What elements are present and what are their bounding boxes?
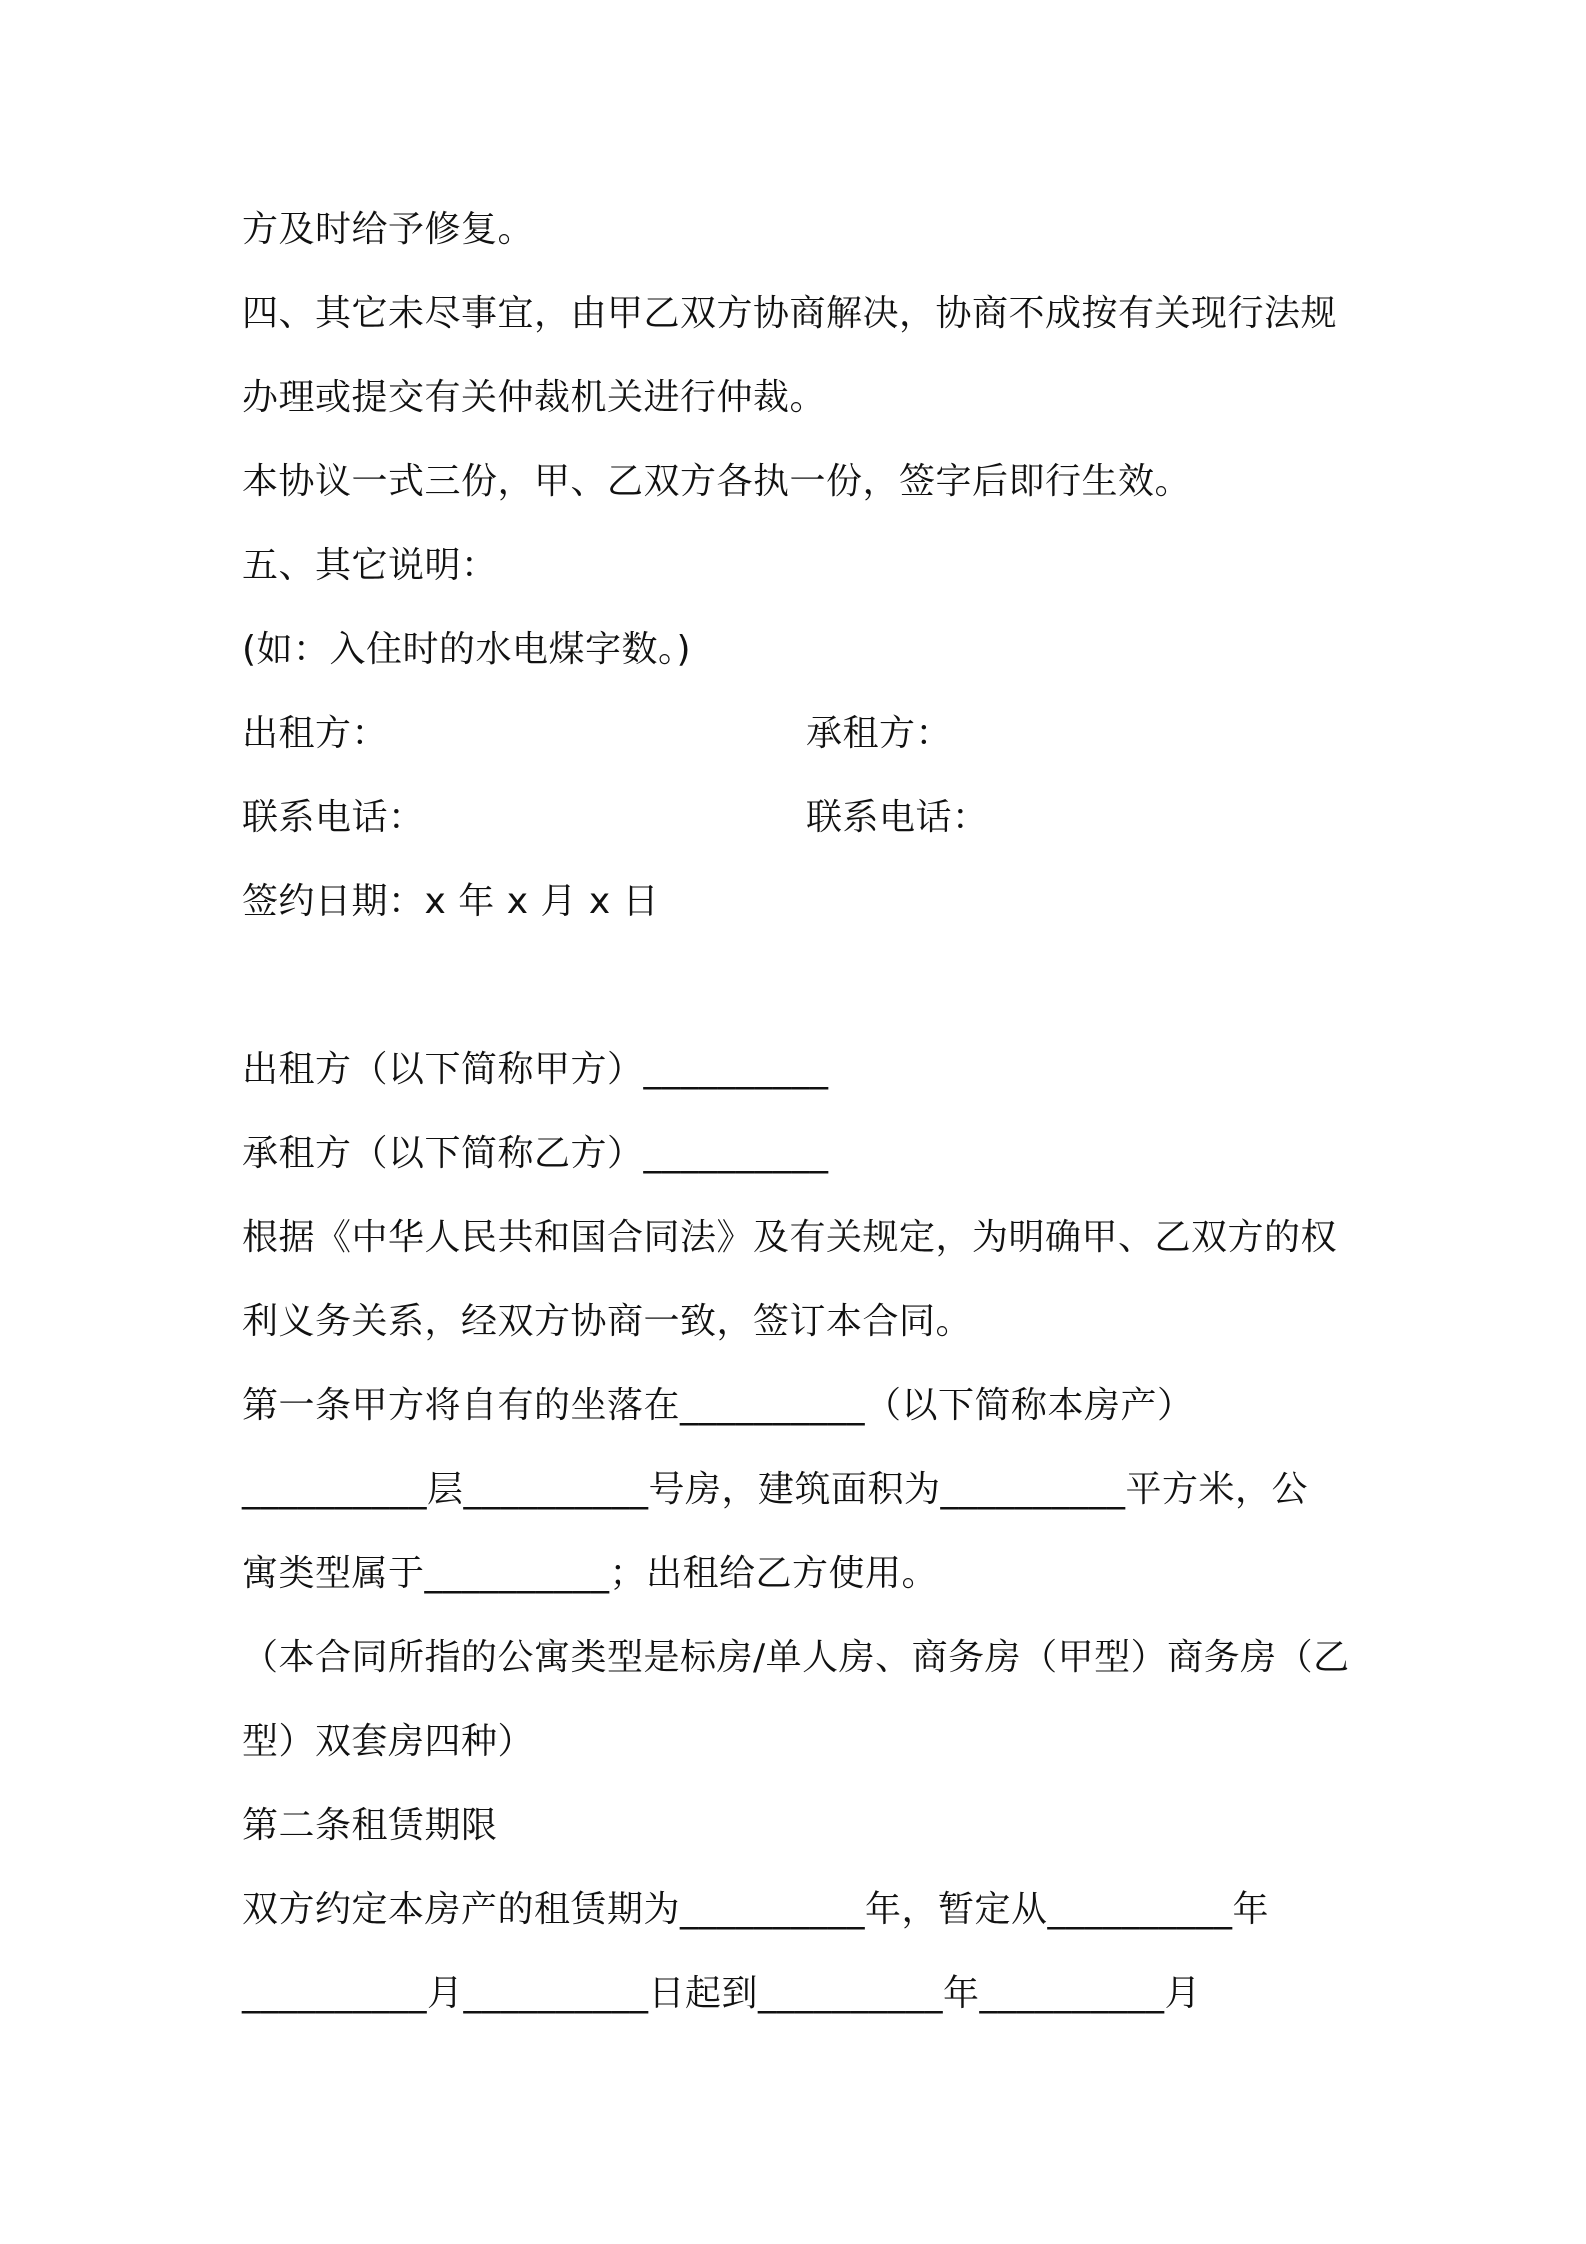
party-b-line: 承租方（以下简称乙方）__________: [242, 1133, 829, 1174]
article-1-note-2: 型）双套房四种）: [242, 1721, 535, 1762]
sign-date: 签约日期：x 年 x 月 x 日: [242, 881, 660, 922]
article-2-line-1: 双方约定本房产的租赁期为__________年，暂定从__________年: [242, 1889, 1270, 1930]
article-1-line-3: 寓类型属于__________；出租给乙方使用。: [242, 1553, 939, 1594]
text-line-repair: 方及时给予修复。: [242, 209, 535, 250]
article-2-title: 第二条租赁期限: [242, 1805, 498, 1846]
text-line-copies: 本协议一式三份，甲、乙双方各执一份，签字后即行生效。: [242, 461, 1192, 502]
text-line-arbitration: 办理或提交有关仲裁机关进行仲裁。: [242, 377, 827, 418]
text-line-example: (如：入住时的水电煤字数。): [242, 629, 692, 670]
lessee-phone-label: 联系电话：: [806, 797, 989, 838]
lessor-label: 出租方：: [242, 713, 389, 754]
text-line-clause-4: 四、其它未尽事宜，由甲乙双方协商解决，协商不成按有关现行法规: [242, 293, 1338, 334]
article-1-note-1: （本合同所指的公寓类型是标房/单人房、商务房（甲型）商务房（乙: [242, 1637, 1350, 1678]
party-a-line: 出租方（以下简称甲方）__________: [242, 1049, 829, 1090]
text-line-clause-5: 五、其它说明：: [242, 545, 498, 586]
lessor-phone-label: 联系电话：: [242, 797, 425, 838]
intro-line-1: 根据《中华人民共和国合同法》及有关规定，为明确甲、乙双方的权: [242, 1217, 1338, 1258]
article-1-line-2: __________层__________号房，建筑面积为__________平方米，公: [242, 1469, 1309, 1510]
lessee-label: 承租方：: [806, 713, 953, 754]
article-1-line-1: 第一条甲方将自有的坐落在__________（以下简称本房产）: [242, 1385, 1194, 1426]
article-2-line-2: __________月__________日起到__________年__________月: [242, 1973, 1202, 2014]
intro-line-2: 利义务关系，经双方协商一致，签订本合同。: [242, 1301, 973, 1342]
